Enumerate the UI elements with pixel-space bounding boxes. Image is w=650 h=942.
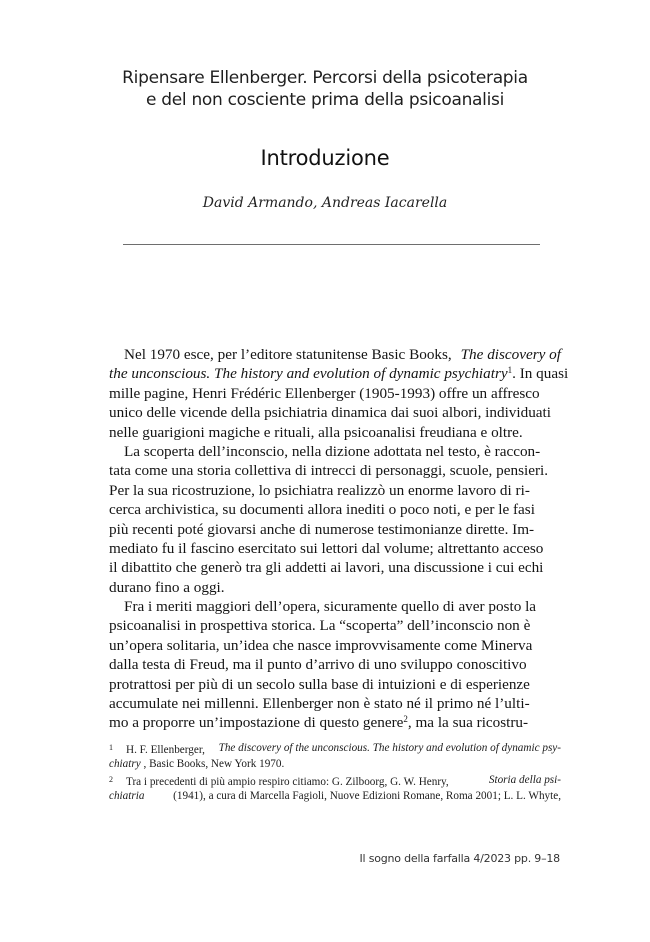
text-line: nelle guarigioni magiche e rituali, alla psicoanalisi freudiana e oltre.	[109, 423, 523, 441]
book-title-italic: The discovery of the unconscious. The history and evolution of dynamic psy-	[218, 742, 561, 754]
text-line: Fra i meriti maggiori dell’opera, sicuramente quello di aver posto la	[124, 598, 537, 616]
text-line: unico delle vicende della psichiatria dinamica dai suoi albori, individuati	[109, 404, 551, 422]
text-line: mediato fu il fascino esercitato sui lettori dal volume; altrettanto acceso	[109, 539, 544, 557]
title-divider	[123, 244, 540, 245]
book-title-italic: chiatria	[109, 790, 145, 802]
text-span: Tra i precedenti di più ampio respiro citiamo: G. Zilboorg, G. W. Henry,	[126, 776, 449, 788]
footnote-ref[interactable]: 1	[507, 365, 513, 376]
footnote-1-line-2	[109, 756, 561, 772]
text-line: cerca archivistica, su documenti allora inediti o poco noti, e per le fasi	[109, 501, 535, 519]
text-span: , ma la sua ricostru-	[407, 714, 529, 732]
footnote-1-line-1	[109, 740, 561, 756]
volume-title-line-1: Ripensare Ellenberger. Percorsi della psicoterapia	[122, 68, 528, 88]
text-span: . In quasi	[512, 365, 569, 383]
footnote-2-line-1	[109, 772, 561, 788]
footnote-ref[interactable]: 2	[403, 714, 408, 725]
authors: David Armando, Andreas Iacarella	[202, 195, 448, 211]
volume-title	[0, 67, 650, 111]
text-span	[109, 772, 449, 788]
text-span	[109, 713, 528, 732]
text-line	[109, 364, 569, 383]
text-line: Per la sua ricostruzione, lo psichiatra realizzò un enorme lavoro di ri-	[109, 481, 530, 499]
running-footer: Il sogno della farfalla 4/2023 pp. 9–18	[359, 852, 560, 865]
text-span: H. F. Ellenberger,	[126, 744, 205, 756]
footnotes	[109, 740, 561, 804]
text-line	[109, 713, 561, 732]
text-span: mo a proporre un’impostazione di questo genere	[109, 714, 404, 732]
footnote-2-line-2	[109, 788, 561, 804]
text-span: , Basic Books, New York 1970.	[143, 758, 285, 770]
text-span	[109, 364, 568, 383]
text-line: un’opera solitaria, un’idea che nasce improvvisamente come Minerva	[109, 636, 533, 654]
book-title-italic: The discovery of	[460, 346, 561, 363]
book-title-italic: Storia della psi-	[488, 774, 561, 786]
text-line: protrattosi per più di un secolo sulla base di intuizioni e di esperienze	[109, 675, 530, 693]
text-span	[109, 740, 205, 756]
text-line: il dibattito che generò tra gli addetti ai lavori, una discussione i cui echi	[109, 559, 544, 577]
text-line: tata come una storia collettiva di intrecci di personaggi, scuole, pensieri.	[109, 462, 549, 480]
book-title-italic: the unconscious. The history and evolution of dynamic psychiatry	[109, 365, 508, 383]
footnote-number: 1	[109, 743, 113, 752]
text-line: La scoperta dell’inconscio, nella dizione adottata nel testo, è raccon-	[124, 442, 541, 460]
footnote-number: 2	[109, 775, 113, 784]
text-span	[109, 756, 284, 772]
volume-title-line-2: e del non cosciente prima della psicoanalisi	[146, 90, 504, 110]
text-line: più recenti poté giovarsi anche di numerose testimonianze dirette. Im-	[109, 520, 535, 538]
section-title: Introduzione	[260, 146, 390, 170]
body-text	[109, 345, 569, 733]
text-line: psicoanalisi in prospettiva storica. La “scoperta” dell’inconscio non è	[109, 617, 531, 635]
text-line: mille pagine, Henri Frédéric Ellenberger (1905-1993) offre un affresco	[109, 384, 540, 402]
text-span: (1941), a cura di Marcella Fagioli, Nuove Edizioni Romane, Roma 2001; L. L. Whyte,	[173, 790, 561, 802]
text-line	[109, 345, 561, 364]
text-line: accumulate nei millenni. Ellenberger non è stato né il primo né l’ulti-	[109, 695, 530, 713]
text-line: dalla testa di Freud, ma il punto d’arrivo di uno sviluppo conoscitivo	[109, 656, 527, 674]
book-title-italic: chiatry	[109, 758, 141, 770]
text-line: durano fino a oggi.	[109, 578, 225, 596]
text-span: Nel 1970 esce, per l’editore statunitense Basic Books,	[124, 346, 452, 363]
